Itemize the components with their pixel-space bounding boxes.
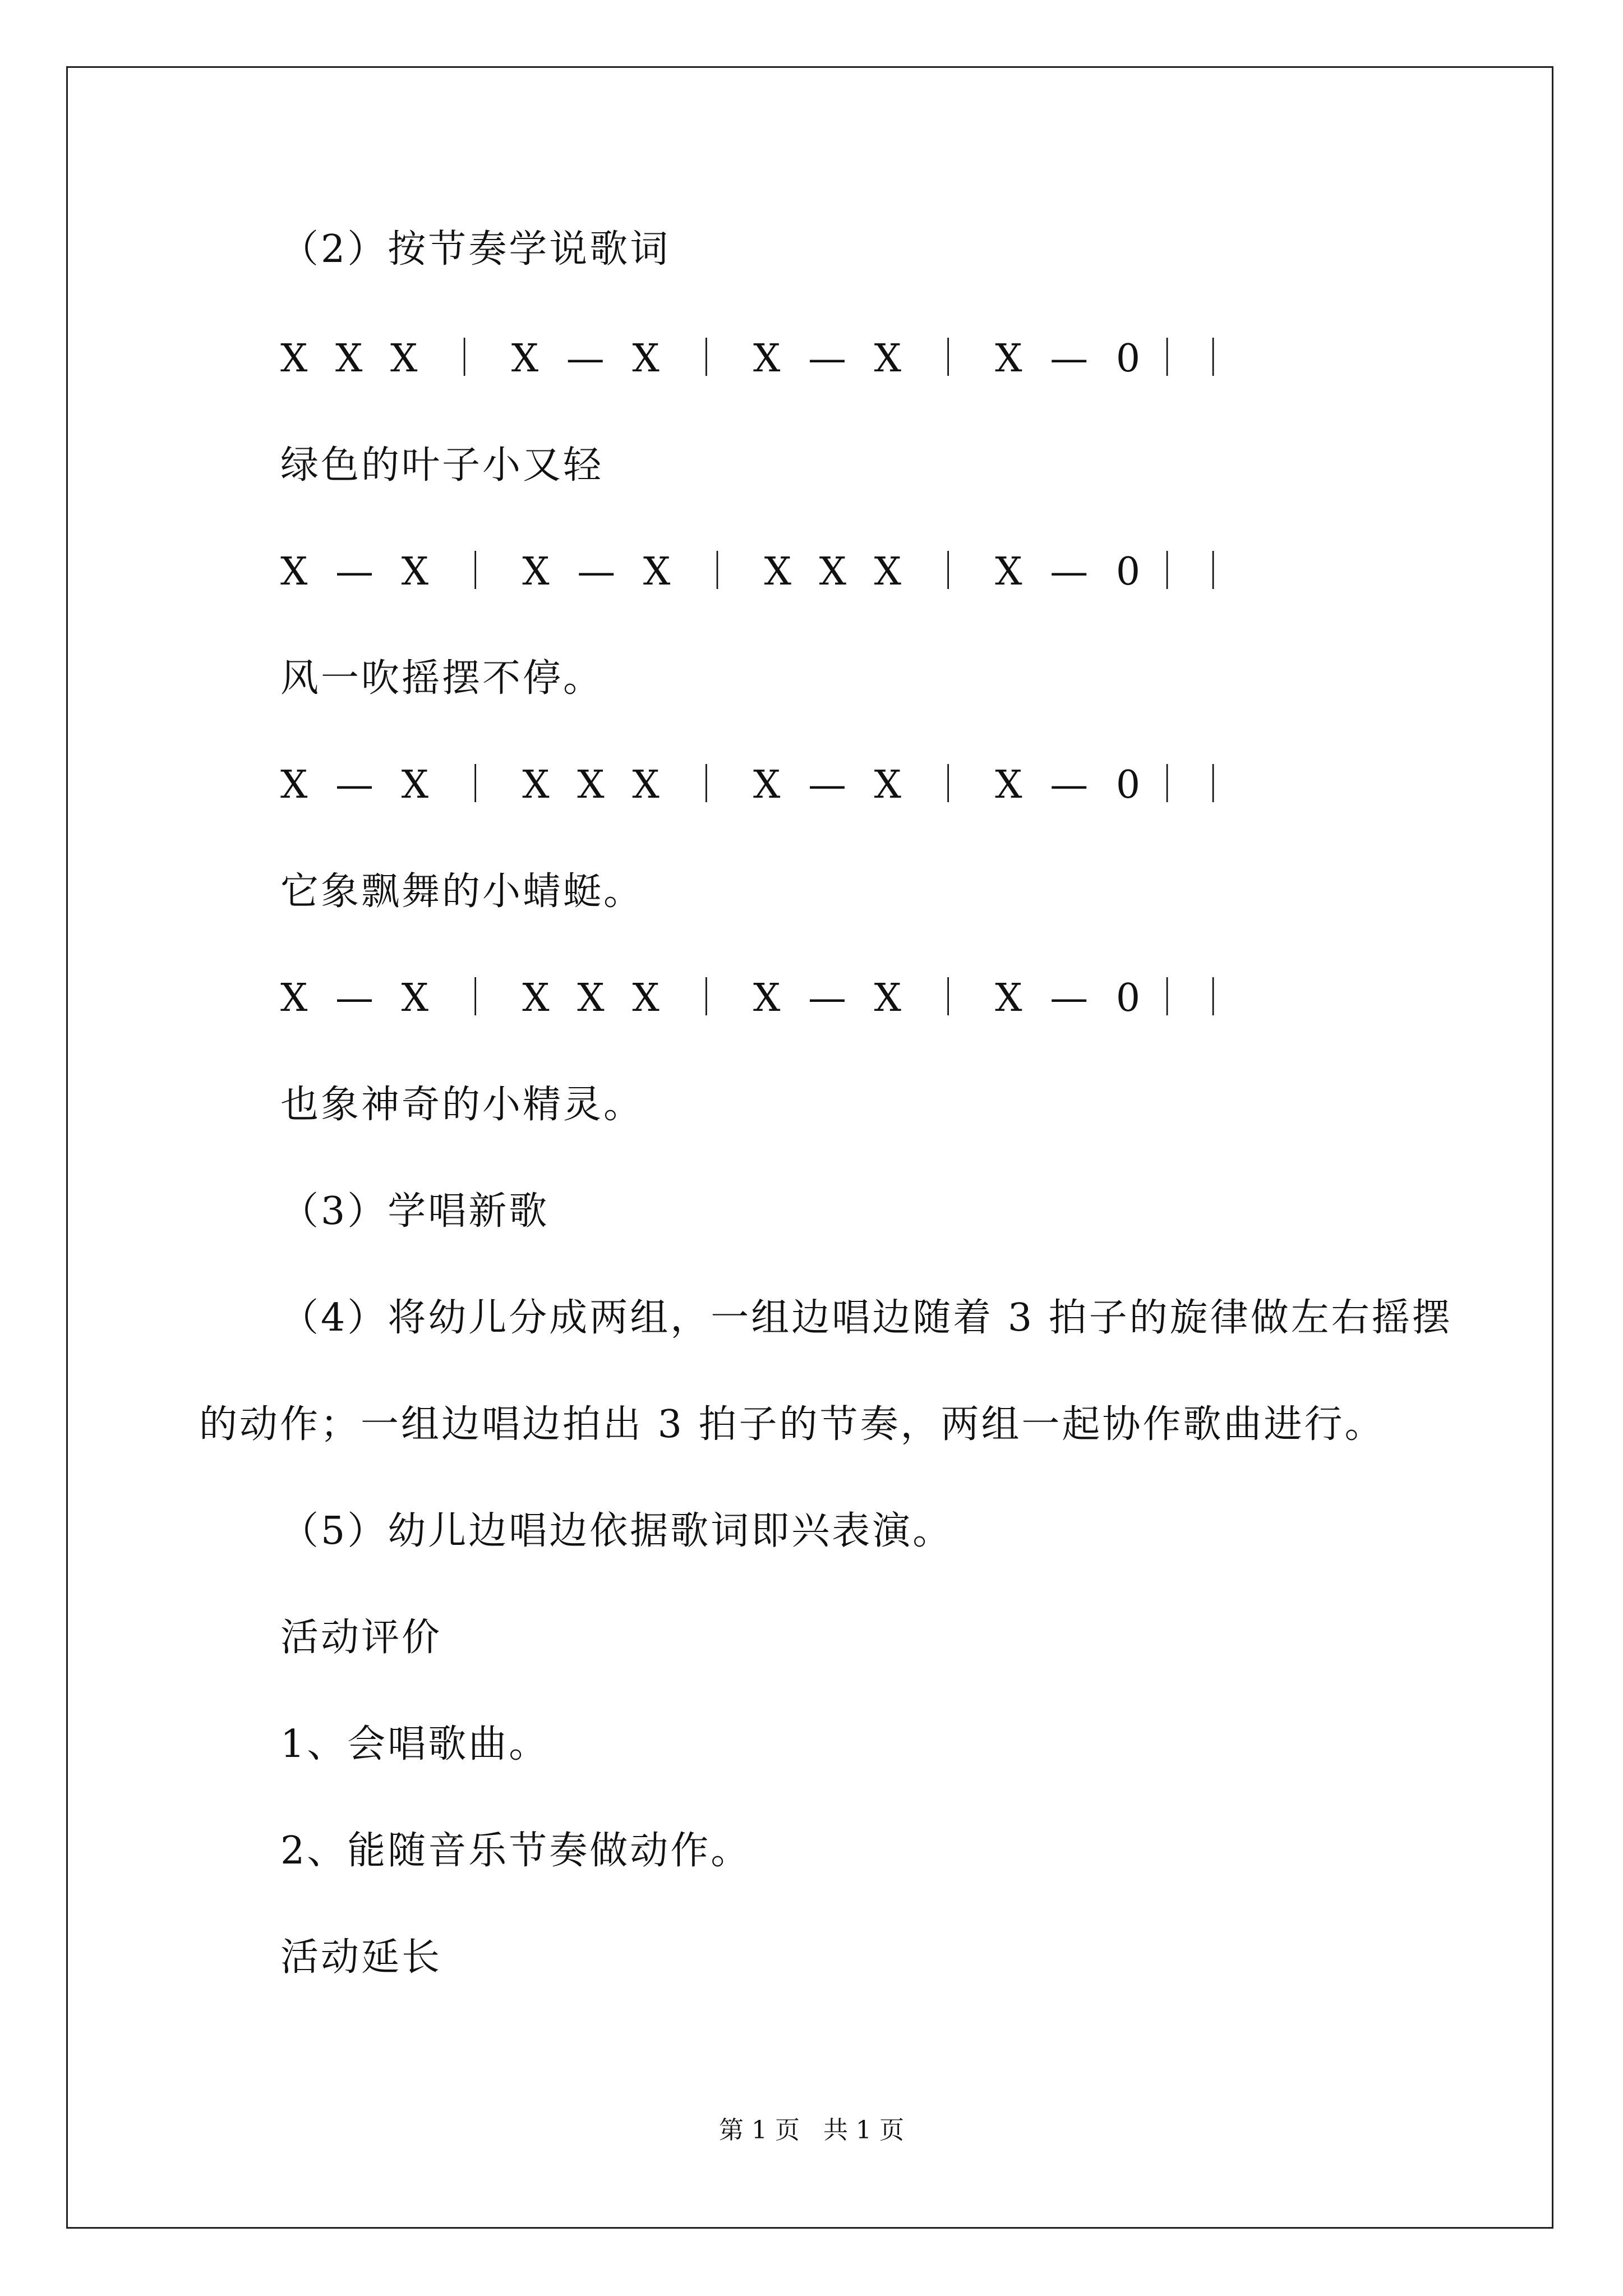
list-item: 1、会唱歌曲。 [280,1722,550,1766]
section-heading-learn-song: （3）学唱新歌 [280,1189,550,1234]
lyric-line: 绿色的叶子小又轻 [280,443,604,487]
section-heading-extension: 活动延长 [280,1935,442,1980]
rhythm-notation-line: X — X ｜ X X X ｜ X — X ｜ X — 0｜｜ [280,763,1241,807]
lyric-line: 也象神奇的小精灵。 [280,1083,644,1127]
list-item: 2、能随音乐节奏做动作。 [280,1829,751,1873]
section-heading-rhythm-lyrics: （2）按节奏学说歌词 [280,227,671,272]
lyric-line: 风一吹摇摆不停。 [280,656,604,701]
paragraph-line: 的动作；一组边唱边拍出 3 拍子的节奏，两组一起协作歌曲进行。 [199,1402,1385,1447]
section-heading-evaluation: 活动评价 [280,1616,442,1660]
page-border [66,66,1553,2229]
rhythm-notation-line: X X X ｜ X — X ｜ X — X ｜ X — 0｜｜ [280,337,1241,381]
rhythm-notation-line: X — X ｜ X — X ｜ X X X ｜ X — 0｜｜ [280,550,1241,594]
rhythm-notation-line: X — X ｜ X X X ｜ X — X ｜ X — 0｜｜ [280,976,1241,1020]
paragraph-line: （4）将幼儿分成两组，一组边唱边随着 3 拍子的旋律做左右摇摆 [280,1296,1453,1340]
lyric-line: 它象飘舞的小蜻蜓。 [280,869,644,914]
page-footer: 第 1 页 共 1 页 [719,2116,904,2145]
paragraph-line: （5）幼儿边唱边依据歌词即兴表演。 [280,1509,953,1553]
